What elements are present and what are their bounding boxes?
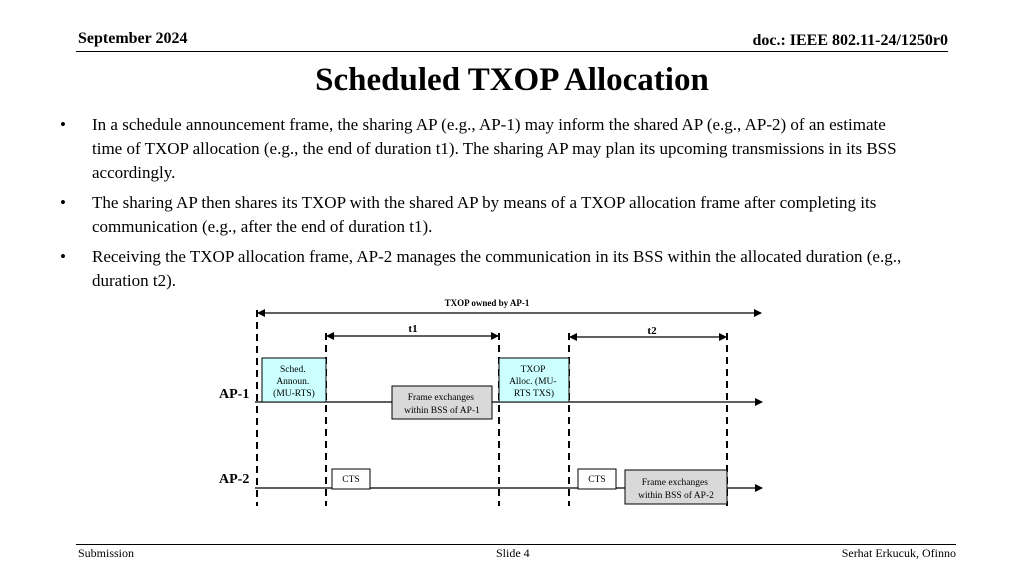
footer-author: Serhat Erkucuk, Ofinno (841, 546, 956, 560)
bullet-text: In a schedule announcement frame, the sharing AP (e.g., AP-1) may inform the shared AP (e.g., AP-2) of an estimate time of TXOP allocation (e.g., the end of duration t1). The sharing AP may plan its upcoming transmissions in its BSS accordingly. (92, 115, 897, 182)
ap2-label: AP-2 (219, 472, 250, 487)
footer-rule (76, 544, 956, 545)
ap1-label: AP-1 (219, 387, 250, 402)
bullet-text: The sharing AP then shares its TXOP with the shared AP by means of a TXOP allocation frame after completing its communication (e.g., after the end of duration t1). (92, 193, 877, 236)
bullet-text: Receiving the TXOP allocation frame, AP-2 manages the communication in its BSS within the allocated duration (e.g., duration t2). (92, 247, 902, 290)
bullet-dot: • (60, 193, 66, 212)
t2-label: t2 (647, 325, 657, 337)
t1-label: t1 (408, 323, 418, 335)
footer-submission: Submission (78, 546, 135, 560)
frame-exchanges-ap1-label: Frame exchanges within BSS of AP-1 (404, 393, 480, 416)
cts-label-1: CTS (342, 475, 360, 485)
slide-title: Scheduled TXOP Allocation (315, 62, 709, 98)
sched-announce-label: Sched. Announ. (MU-RTS) (273, 365, 315, 399)
header-date: September 2024 (78, 30, 188, 47)
frame-exchanges-ap2-label: Frame exchanges within BSS of AP-2 (638, 478, 714, 501)
header-doc-id: doc.: IEEE 802.11-24/1250r0 (752, 32, 948, 49)
bullet-dot: • (60, 115, 66, 134)
txop-owned-label: TXOP owned by AP-1 (444, 298, 530, 308)
bullet-dot: • (60, 247, 66, 266)
cts-label-2: CTS (588, 475, 606, 485)
footer-slide-number: Slide 4 (496, 546, 530, 560)
txop-alloc-label: TXOP Alloc. (MU- RTS TXS) (509, 365, 557, 399)
